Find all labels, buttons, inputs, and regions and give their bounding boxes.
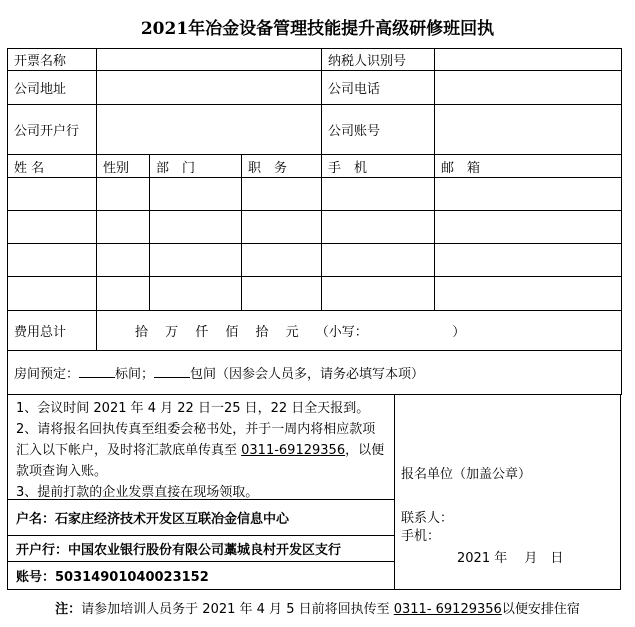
invoice-name-field[interactable] [97,49,322,71]
cell[interactable] [435,211,622,244]
signup-section [394,394,621,590]
tax-id-label: 纳税人识别号 [322,49,435,71]
cell[interactable] [8,211,97,244]
room-label: 房间预定： [14,367,80,382]
room-booking[interactable] [8,351,622,395]
cell[interactable] [322,178,435,211]
bank-label: 公司开户行 [8,105,97,155]
tax-id-field[interactable] [435,49,622,71]
cell[interactable] [242,211,322,244]
cell[interactable] [97,244,150,277]
cell[interactable] [242,178,322,211]
invoice-name-label: 开票名称 [8,49,97,71]
cell[interactable] [242,277,322,311]
footer-fax: 0311- 69129356 [393,602,502,617]
cell[interactable] [322,244,435,277]
address-field[interactable] [97,71,322,105]
cell[interactable] [8,277,97,311]
header-department: 部 门 [150,155,242,178]
mobile-label[interactable]: 手机： [401,529,441,544]
cell[interactable] [8,178,97,211]
fees-label: 费用总计 [8,311,97,351]
account-name: 户名：石家庄经济技术开发区互联冶金信息中心 [7,499,395,536]
contact-label[interactable]: 联系人： [401,511,454,526]
cell[interactable] [435,277,622,311]
account-label: 公司账号 [322,105,435,155]
cell[interactable] [150,244,242,277]
form-title: 2021年冶金设备管理技能提升高级研修班回执 [140,19,495,39]
bank-field[interactable] [97,105,322,155]
phone-label: 公司电话 [322,71,435,105]
header-email: 邮 箱 [435,155,622,178]
cell[interactable] [150,277,242,311]
account-number: 账号：50314901040023152 [7,561,395,590]
fax-number: 0311-69129356 [241,443,346,458]
suite-label: 包间（因参会人员多，请务必填写本项） [190,367,425,382]
cell[interactable] [242,244,322,277]
cell[interactable] [150,211,242,244]
suite-blank[interactable] [154,365,190,378]
address-label: 公司地址 [8,71,97,105]
cell[interactable] [150,178,242,211]
footer-note: 注：请参加培训人员务于 2021 年 4 月 5 日前将回执传至 0311- 69129356以便安排住宿 [55,602,580,617]
attendee-row [8,244,622,277]
header-gender: 性别 [97,155,150,178]
account-bank: 开户行：中国农业银行股份有限公司藁城良村开发区支行 [7,535,395,562]
cell[interactable] [435,178,622,211]
attendee-row [8,277,622,311]
signup-unit: 报名单位（加盖公章） [401,467,532,482]
notes [7,394,395,500]
standard-label: 标间； [115,367,155,382]
cell[interactable] [8,244,97,277]
standard-blank[interactable] [79,365,115,378]
attendee-row [8,211,622,244]
header-position: 职 务 [242,155,322,178]
note-3: 3、提前打款的企业发票直接在现场领取。 [16,485,259,500]
cell[interactable] [97,277,150,311]
cell[interactable] [97,178,150,211]
note-2: 2、请将报名回执传真至组委会秘书处，并于一周内将相应款项汇入以下帐户，及时将汇款底单传真至 0311-69129356，以便款项查询入账。 [16,422,385,479]
attendee-row [8,178,622,211]
phone-field[interactable] [435,71,622,105]
header-mobile: 手 机 [322,155,435,178]
fees-amount[interactable]: 拾 万 仟 佰 拾 元 （小写： ） [97,311,622,351]
note-1: 1、会议时间 2021 年 4 月 22 日一25 日，22 日全天报到。 [16,401,370,416]
signup-date: 2021 年 月 日 [457,551,564,566]
cell[interactable] [322,211,435,244]
account-field[interactable] [435,105,622,155]
cell[interactable] [435,244,622,277]
cell[interactable] [97,211,150,244]
header-name: 姓 名 [8,155,97,178]
registration-table [7,48,622,395]
cell[interactable] [322,277,435,311]
